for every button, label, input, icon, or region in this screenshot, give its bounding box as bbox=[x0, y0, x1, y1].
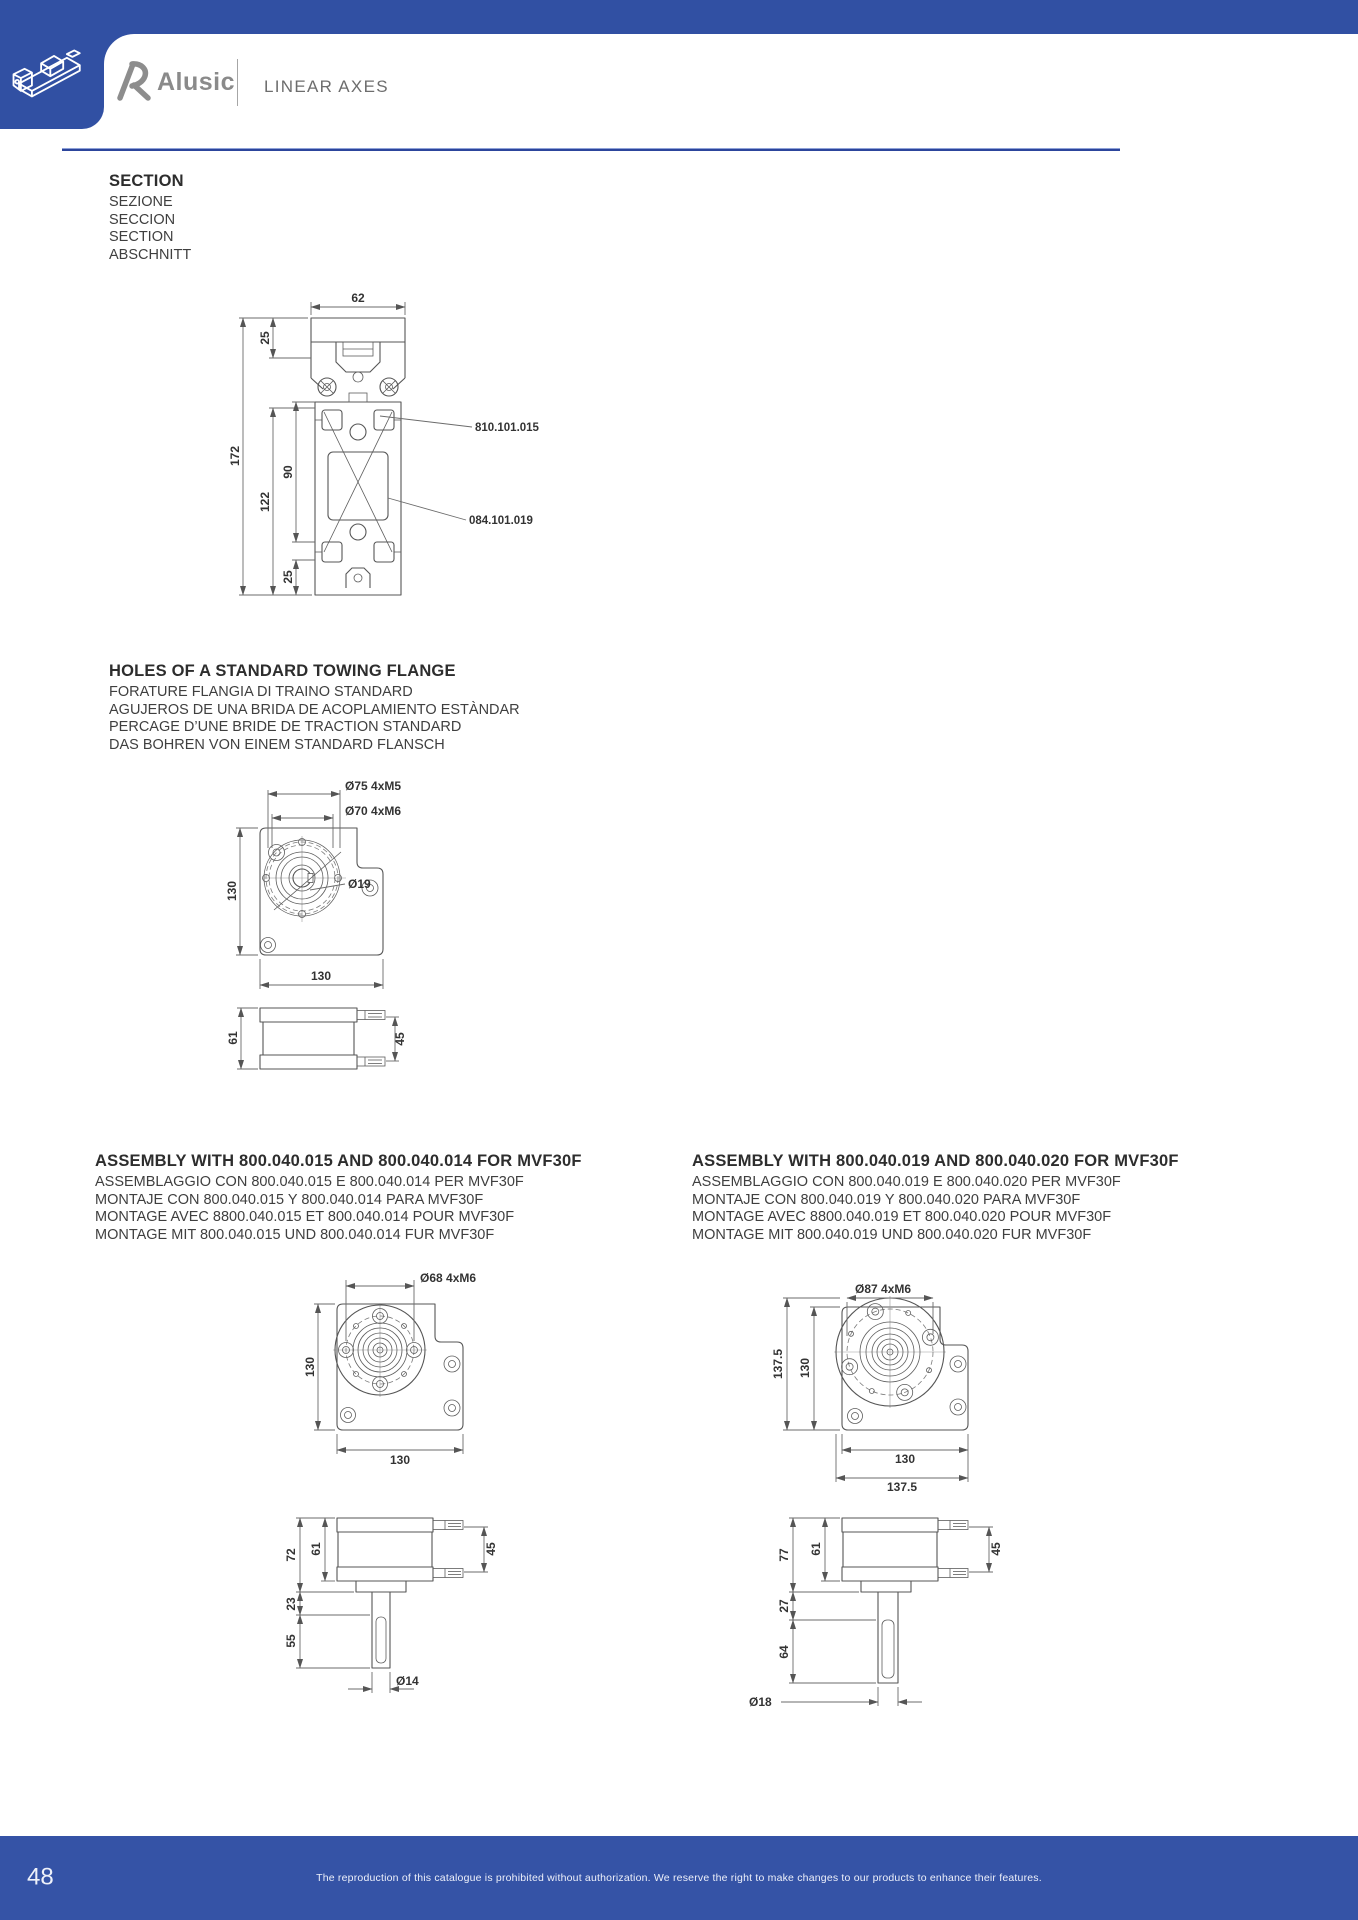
assembly-a-title: ASSEMBLY WITH 800.040.015 AND 800.040.014 FOR MVF30F bbox=[95, 1152, 582, 1170]
header-top-band bbox=[0, 0, 1358, 34]
assembly-b-side-drawing bbox=[715, 1505, 1015, 1720]
dim-width: 130 bbox=[389, 1453, 411, 1467]
header-left-block bbox=[0, 0, 104, 129]
footer-bar bbox=[0, 1836, 1358, 1920]
section-dimensions bbox=[228, 291, 540, 595]
section-drawing bbox=[150, 230, 570, 610]
part-label-lower: 084.101.019 bbox=[469, 515, 533, 527]
dim-height: 130 bbox=[303, 1356, 317, 1378]
alusic-logo-icon bbox=[116, 60, 152, 102]
brand-name: Alusic bbox=[157, 68, 236, 96]
header-divider bbox=[237, 59, 238, 106]
dim-depth: 45 bbox=[484, 1542, 498, 1556]
assembly-b-subtitle-it: ASSEMBLAGGIO CON 800.040.019 E 800.040.020 PER MVF30F bbox=[692, 1174, 1121, 1190]
footer-disclaimer: The reproduction of this catalogue is prohibited without authorization. We reserve the right to make changes to our products to enhance their features. bbox=[316, 1872, 1042, 1884]
dim-bore: Ø19 bbox=[348, 877, 371, 891]
dim-body: 61 bbox=[309, 1542, 323, 1556]
dim-shaft: 64 bbox=[777, 1645, 791, 1659]
assembly-b-subtitle-es: MONTAJE CON 800.040.019 Y 800.040.020 PARA MVF30F bbox=[692, 1191, 1081, 1208]
section-subtitle-de: ABSCHNITT bbox=[109, 246, 192, 263]
dim-hub: 23 bbox=[284, 1597, 298, 1611]
assembly-a-subtitle-fr: MONTAGE AVEC 8800.040.015 ET 800.040.014 POUR MVF30F bbox=[95, 1209, 515, 1225]
assembly-b-subtitle-fr: MONTAGE AVEC 8800.040.019 ET 800.040.020 POUR MVF30F bbox=[692, 1209, 1112, 1225]
assembly-a-side-drawing bbox=[270, 1505, 505, 1705]
dim-shaft-dia: Ø18 bbox=[749, 1695, 772, 1709]
flange-heading bbox=[109, 662, 520, 754]
assembly-a-subtitle-de: MONTAGE MIT 800.040.015 UND 800.040.014 FUR MVF30F bbox=[95, 1226, 495, 1243]
dim-bolt-circle: Ø87 4xM6 bbox=[855, 1282, 912, 1296]
section-subtitle-fr: SECTION bbox=[109, 229, 174, 245]
assembly-a-front-drawing bbox=[290, 1260, 510, 1470]
flange-subtitle-de: DAS BOHREN VON EINEM STANDARD FLANSCH bbox=[109, 736, 445, 753]
flange-subtitle-it: FORATURE FLANGIA DI TRAINO STANDARD bbox=[109, 684, 413, 700]
dim-bolt-circle-inner: Ø70 4xM6 bbox=[345, 804, 402, 818]
assembly-b-front-dimensions bbox=[771, 1282, 968, 1494]
flange-front-view bbox=[260, 828, 383, 955]
flange-drawing bbox=[170, 770, 470, 1080]
dim-side-height: 61 bbox=[226, 1031, 240, 1045]
assembly-b-side-part bbox=[842, 1518, 968, 1683]
dim-overall: 72 bbox=[284, 1548, 298, 1562]
section-subtitle-es: SECCION bbox=[109, 211, 176, 228]
dim-body: 61 bbox=[809, 1542, 823, 1556]
dim-beam: 122 bbox=[258, 491, 272, 513]
assembly-a-subtitle-it: ASSEMBLAGGIO CON 800.040.015 E 800.040.014 PER MVF30F bbox=[95, 1174, 524, 1190]
assembly-b-front-part bbox=[834, 1296, 968, 1430]
dim-bolt-circle: Ø68 4xM6 bbox=[420, 1271, 477, 1285]
dim-total: 172 bbox=[228, 445, 242, 467]
assembly-a-front-dimensions bbox=[303, 1271, 476, 1467]
dim-inner: 90 bbox=[281, 465, 295, 479]
part-label-upper: 810.101.015 bbox=[475, 422, 539, 434]
dim-bottom: 25 bbox=[281, 570, 295, 584]
dim-height: 130 bbox=[225, 880, 239, 902]
dim-width-overall: 137.5 bbox=[886, 1480, 918, 1494]
assembly-a-heading bbox=[95, 1152, 582, 1244]
assembly-a-side-dimensions bbox=[284, 1518, 498, 1693]
linear-axis-icon bbox=[8, 26, 100, 108]
assembly-a-subtitle-es: MONTAJE CON 800.040.015 Y 800.040.014 PARA MVF30F bbox=[95, 1191, 484, 1208]
dim-height: 130 bbox=[798, 1357, 812, 1379]
assembly-a-front-part bbox=[333, 1303, 463, 1430]
assembly-b-subtitle-de: MONTAGE MIT 800.040.019 UND 800.040.020 FUR MVF30F bbox=[692, 1226, 1092, 1243]
dim-top: 25 bbox=[258, 331, 272, 345]
assembly-b-side-dimensions bbox=[749, 1518, 1003, 1709]
dim-width: 62 bbox=[351, 291, 365, 305]
profile-cross-section bbox=[311, 318, 405, 595]
assembly-a-side-part bbox=[337, 1518, 463, 1668]
page-number: 48 bbox=[27, 1863, 54, 1891]
dim-width: 130 bbox=[894, 1452, 916, 1466]
dim-height-overall: 137.5 bbox=[771, 1348, 785, 1380]
flange-title: HOLES OF A STANDARD TOWING FLANGE bbox=[109, 662, 456, 680]
dim-shaft: 55 bbox=[284, 1634, 298, 1648]
dim-side-inner: 45 bbox=[393, 1032, 407, 1046]
dim-shaft-dia: Ø14 bbox=[396, 1674, 419, 1688]
dim-width: 130 bbox=[310, 969, 332, 983]
assembly-b-front-drawing bbox=[760, 1260, 1000, 1495]
flange-side-view bbox=[226, 1008, 407, 1069]
section-title: SECTION bbox=[109, 172, 184, 190]
category-title: LINEAR AXES bbox=[264, 77, 389, 96]
header-rule bbox=[62, 148, 1120, 151]
assembly-b-heading bbox=[692, 1152, 1179, 1244]
dim-bolt-circle-outer: Ø75 4xM5 bbox=[345, 779, 402, 793]
dim-overall: 77 bbox=[777, 1548, 791, 1562]
flange-subtitle-es: AGUJEROS DE UNA BRIDA DE ACOPLAMIENTO ESTÀNDAR bbox=[109, 701, 520, 718]
dim-hub: 27 bbox=[777, 1599, 791, 1613]
dim-depth: 45 bbox=[989, 1542, 1003, 1556]
assembly-b-title: ASSEMBLY WITH 800.040.019 AND 800.040.020 FOR MVF30F bbox=[692, 1152, 1179, 1170]
flange-subtitle-fr: PERCAGE D’UNE BRIDE DE TRACTION STANDARD bbox=[109, 719, 462, 735]
section-subtitle-it: SEZIONE bbox=[109, 194, 173, 210]
